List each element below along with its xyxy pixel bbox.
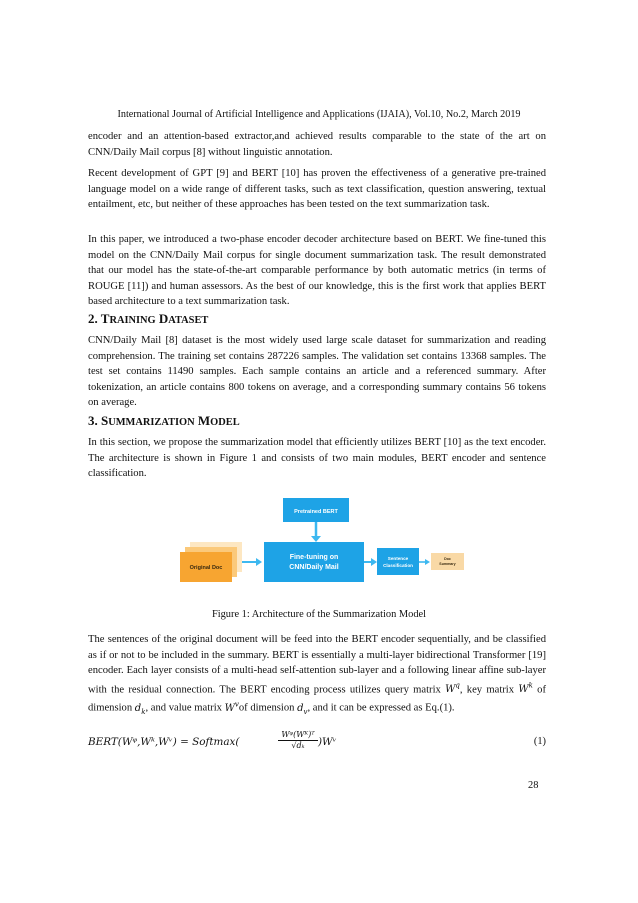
fine-tuning-box	[264, 542, 364, 582]
fine-tuning-label-1: Fine-tuning on	[289, 554, 339, 561]
equation-fraction	[278, 730, 318, 751]
paragraph-model-intro: In this section, we propose the summarization model that efficiently utilizes BERT [10] as the text encoder. The architecture is shown in Figure 1 and consists of two main modules, BERT encoder and sentence classification.	[88, 437, 546, 479]
sentence-classification-label-1: Sentence	[387, 556, 409, 561]
heading-part: M	[194, 413, 211, 428]
heading-part: UMMARIZATION	[108, 417, 195, 428]
equation-1	[88, 730, 546, 756]
text-run: The sentences of the original document will be feed into the BERT encoder sequentially, and be classified as if or not to be included in the summary. BERT is essentially a multi-layer bidirectional Transformer [19] encoder. Each layer consists of a multi-head self-attention sub-layer and a following linear affine sub-layer with the residual connection. The BERT encoding process utilizes query matrix	[88, 634, 546, 695]
equation-left: BERT(Wᵠ,Wᵏ,Wᵛ) = Softmax(	[88, 736, 240, 748]
journal-header: International Journal of Artificial Intelligence and Applications (IJAIA), Vol.10, No.2, March 2019	[117, 109, 521, 120]
doc-summary-label-1: Doc	[444, 557, 451, 561]
heading-part: ODEL	[210, 417, 240, 428]
page-number: 28	[528, 780, 539, 791]
section-heading-training-dataset	[88, 311, 208, 328]
equation-denominator: √dₖ	[291, 741, 305, 750]
arrow-down-head	[311, 536, 321, 542]
math-sub: v	[303, 707, 308, 716]
paragraph-recent-development: Recent development of GPT [9] and BERT [10] has proven the effectiveness of a generative pre-trained language model on a wide range of different tasks, such as text classification, question answering, textual entailment, etc, but neither of these approaches has been tested on the text summarization task.	[88, 168, 546, 210]
paragraph-intro-end: encoder and an attention-based extractor,and achieved results comparable to the state of the art on CNN/Daily Mail corpus [8] without linguistic annotation.	[88, 131, 546, 158]
fine-tuning-label-2: CNN/Daily Mail	[289, 564, 339, 571]
math-base: d	[297, 702, 304, 714]
text-run: , key matrix	[459, 683, 519, 695]
math-wq	[445, 681, 460, 695]
architecture-figure	[176, 498, 466, 590]
pretrained-bert-label: Pretrained BERT	[294, 509, 338, 515]
heading-part: D	[155, 311, 169, 326]
math-dv	[297, 703, 307, 714]
math-base: W	[445, 683, 456, 695]
paragraph-contribution: In this paper, we introduced a two-phase encoder decoder architecture based on BERT. We fine-tuned this model on the CNN/Daily Mail corpus for single document summarization task. The result demonstrated that our model has the state-of-the-art comparable performance by both automatic metrics (in terms of ROUGE [11]) and human assessors. As the best of our knowledge, this is the first work that applies BERT based architecture to a text summarization task.	[88, 234, 546, 307]
equation-right: )Wᵛ	[318, 736, 337, 748]
text-run: , and value matrix	[145, 702, 225, 714]
math-base: W	[518, 683, 529, 695]
figure-caption: Figure 1: Architecture of the Summarization Model	[211, 609, 427, 620]
paragraph-bert-encoding	[88, 632, 546, 720]
doc-summary-label-2: Summary	[439, 562, 456, 566]
text-run: , and it can be expressed as Eq.(1).	[307, 702, 455, 714]
math-dk	[135, 703, 146, 714]
heading-part: 2. T	[88, 311, 110, 326]
text-run: of dimension	[238, 702, 298, 714]
arrow-right-2-head	[371, 558, 377, 566]
math-base: d	[134, 702, 142, 714]
arrow-right-1-head	[256, 558, 262, 566]
text-run: of dimension	[88, 683, 546, 714]
paragraph-dataset: CNN/Daily Mail [8] dataset is the most widely used large scale dataset for summarization and reading comprehension. The training set contains 287226 samples. The validation set contains 13368 samples. The test set contains 11490 samples. Each sample contains an article and a referenced summary. After tokenization, an article contains 800 tokens on average, and a corresponding summary contains 56 tokens on average.	[88, 335, 546, 408]
heading-part: 3. S	[88, 413, 109, 428]
arrow-right-3-head	[425, 559, 430, 565]
original-doc-label: Original Doc	[189, 565, 223, 571]
equation-number: (1)	[533, 736, 546, 747]
math-sup: v	[234, 700, 239, 709]
math-wk	[518, 681, 533, 695]
math-wv	[224, 700, 239, 714]
section-heading-summarization-model	[88, 413, 240, 430]
math-sup: q	[455, 681, 460, 690]
sentence-classification-label-2: Classification	[383, 563, 413, 568]
heading-part: RAINING	[109, 315, 156, 326]
sentence-classification-box	[377, 548, 419, 575]
math-sup: k	[528, 681, 533, 690]
heading-part: ATASET	[168, 315, 209, 326]
equation-numerator: Wᵠ(Wᴷ)ᵀ	[278, 730, 318, 741]
math-sub: k	[141, 707, 146, 716]
math-base: W	[224, 702, 235, 714]
